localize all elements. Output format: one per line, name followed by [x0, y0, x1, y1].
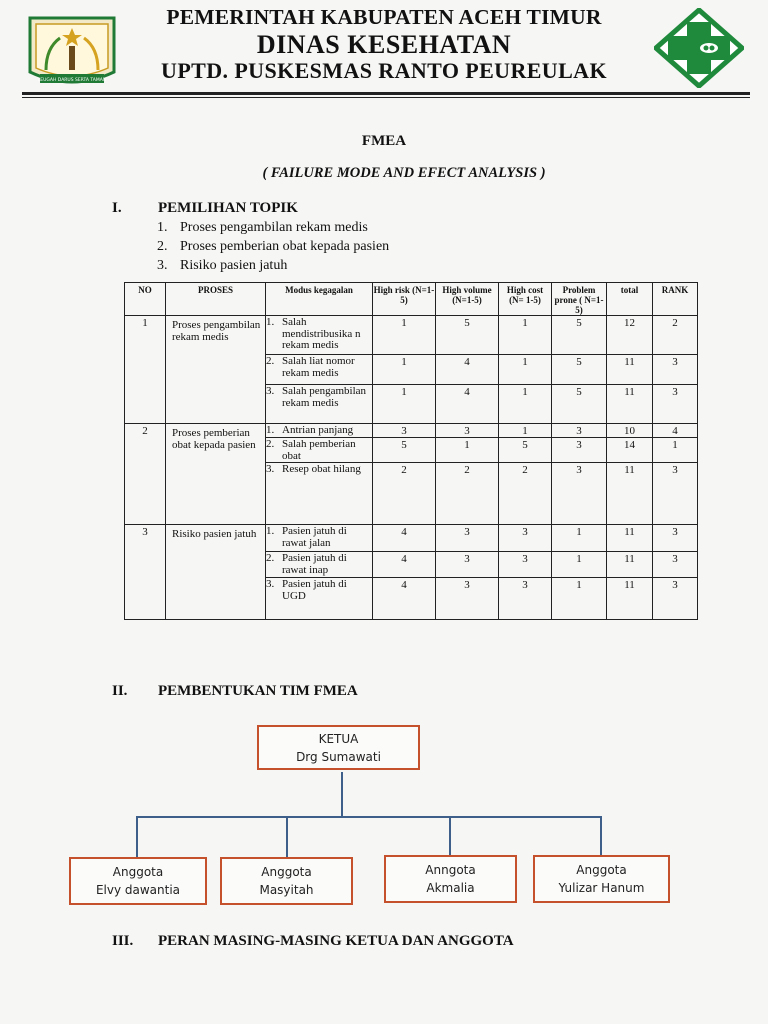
total-cell: 11 — [607, 385, 653, 424]
anggota-name: Yulizar Hanum — [558, 881, 645, 895]
total-cell: 14 — [607, 438, 653, 463]
anggota-box — [69, 857, 207, 905]
total-cell: 11 — [607, 463, 653, 525]
risk-cell: 4 — [373, 578, 436, 620]
group-no: 1 — [125, 316, 166, 424]
ketua-box — [257, 725, 420, 770]
volume-cell: 3 — [436, 578, 499, 620]
document-title: FMEA — [361, 133, 407, 149]
volume-cell: 2 — [436, 463, 499, 525]
cost-cell: 5 — [499, 438, 552, 463]
total-cell: 12 — [607, 316, 653, 355]
header-high-volume: High volume (N=1-5) — [436, 283, 499, 316]
mode-cell: 1. Pasien jatuh di rawat jalan — [266, 525, 373, 552]
rank-cell: 3 — [653, 355, 698, 385]
list-item: 2. Proses pemberian obat kepada pasien — [157, 239, 390, 254]
section3-number: III. — [112, 933, 134, 949]
volume-cell: 5 — [436, 316, 499, 355]
header-modus: Modus kegagalan — [266, 283, 373, 316]
group-proses: Proses pemberian obat kepada pasien — [166, 424, 266, 525]
header-proses: PROSES — [166, 283, 266, 316]
header-high-cost: High cost (N= 1-5) — [499, 283, 552, 316]
section2-number: II. — [112, 683, 128, 699]
cost-cell: 3 — [499, 552, 552, 578]
connector-drop-4 — [600, 816, 602, 857]
volume-cell: 4 — [436, 355, 499, 385]
volume-cell: 1 — [436, 438, 499, 463]
cost-cell: 1 — [499, 385, 552, 424]
header-high-risk: High risk (N=1-5) — [373, 283, 436, 316]
connector-drop-2 — [286, 816, 288, 857]
mode-cell: 1. Antrian panjang — [266, 424, 373, 438]
puskesmas-logo — [654, 8, 744, 88]
rank-cell: 2 — [653, 316, 698, 355]
volume-cell: 3 — [436, 525, 499, 552]
cost-cell: 3 — [499, 525, 552, 552]
anggota-box — [533, 855, 670, 903]
rank-cell: 4 — [653, 424, 698, 438]
mode-cell: 3. Resep obat hilang — [266, 463, 373, 525]
group-no: 3 — [125, 525, 166, 620]
topic-list — [157, 218, 389, 275]
prone-cell: 1 — [552, 552, 607, 578]
connector-drop-1 — [136, 816, 138, 857]
rank-cell: 3 — [653, 578, 698, 620]
rank-cell: 3 — [653, 463, 698, 525]
anggota-role: Anggota — [576, 863, 627, 877]
anggota-name: Akmalia — [426, 881, 475, 895]
prone-cell: 5 — [552, 355, 607, 385]
header-puskesmas: UPTD. PUSKESMAS RANTO PEUREULAK — [161, 58, 607, 83]
total-cell: 11 — [607, 355, 653, 385]
prone-cell: 3 — [552, 424, 607, 438]
svg-text:LEUGAH DARUS SERTA TAMAN: LEUGAH DARUS SERTA TAMAN — [37, 78, 107, 83]
total-cell: 11 — [607, 578, 653, 620]
rank-cell: 3 — [653, 525, 698, 552]
risk-cell: 3 — [373, 424, 436, 438]
cost-cell: 1 — [499, 355, 552, 385]
prone-cell: 3 — [552, 438, 607, 463]
mode-cell: 2. Pasien jatuh di rawat inap — [266, 552, 373, 578]
anggota-name: Elvy dawantia — [95, 883, 181, 897]
table-header-row — [125, 283, 698, 316]
prone-cell: 5 — [552, 385, 607, 424]
mode-cell: 3. Salah pengambilan rekam medis — [266, 385, 373, 424]
table-row — [125, 525, 698, 552]
mode-cell: 1. Salah mendistribusika n rekam medis — [266, 316, 373, 355]
risk-cell: 5 — [373, 438, 436, 463]
section2-title: PEMBENTUKAN TIM FMEA — [158, 683, 358, 699]
total-cell: 10 — [607, 424, 653, 438]
table-row — [125, 424, 698, 438]
anggota-role: Anggota — [112, 865, 164, 879]
risk-cell: 1 — [373, 355, 436, 385]
list-item: 3. Risiko pasien jatuh — [157, 258, 288, 273]
mode-cell: 3. Pasien jatuh di UGD — [266, 578, 373, 620]
ketua-name: Drg Sumawati — [296, 750, 381, 764]
list-item: 1. Proses pengambilan rekam medis — [157, 220, 368, 235]
mode-cell: 2. Salah pemberian obat — [266, 438, 373, 463]
rank-cell: 3 — [653, 552, 698, 578]
section3-title: PERAN MASING-MASING KETUA DAN ANGGOTA — [158, 933, 514, 949]
connector-horizontal — [136, 816, 602, 818]
anggota-name: Masyitah — [259, 883, 314, 897]
rank-cell: 1 — [653, 438, 698, 463]
header-problem-prone: Problem prone ( N=1-5) — [552, 283, 607, 316]
risk-cell: 2 — [373, 463, 436, 525]
cost-cell: 2 — [499, 463, 552, 525]
volume-cell: 4 — [436, 385, 499, 424]
header-divider-thin — [22, 97, 750, 98]
risk-cell: 1 — [373, 316, 436, 355]
fmea-table — [124, 282, 698, 620]
prone-cell: 1 — [552, 578, 607, 620]
connector-vertical — [341, 772, 343, 817]
anggota-box — [220, 857, 353, 905]
section1-number: I. — [112, 200, 122, 216]
group-proses: Risiko pasien jatuh — [166, 525, 266, 620]
header-department: DINAS KESEHATAN — [256, 30, 512, 59]
anggota-role: Anggota — [261, 865, 312, 879]
prone-cell: 1 — [552, 525, 607, 552]
connector-drop-3 — [449, 816, 451, 857]
group-no: 2 — [125, 424, 166, 525]
document-subtitle: ( FAILURE MODE AND EFECT ANALYSIS ) — [262, 165, 546, 181]
anggota-box — [384, 855, 517, 903]
header-government: PEMERINTAH KABUPATEN ACEH TIMUR — [166, 5, 602, 29]
header-total: total — [607, 283, 653, 316]
prone-cell: 3 — [552, 463, 607, 525]
volume-cell: 3 — [436, 424, 499, 438]
header-no: NO — [125, 283, 166, 316]
group-proses: Proses pengambilan rekam medis — [166, 316, 266, 424]
cost-cell: 1 — [499, 424, 552, 438]
risk-cell: 4 — [373, 552, 436, 578]
total-cell: 11 — [607, 552, 653, 578]
cost-cell: 1 — [499, 316, 552, 355]
anggota-role: Anngota — [425, 863, 476, 877]
header-divider-thick — [22, 92, 750, 95]
risk-cell: 1 — [373, 385, 436, 424]
rank-cell: 3 — [653, 385, 698, 424]
total-cell: 11 — [607, 525, 653, 552]
mode-cell: 2. Salah liat nomor rekam medis — [266, 355, 373, 385]
table-row — [125, 316, 698, 355]
header-rank: RANK — [653, 283, 698, 316]
prone-cell: 5 — [552, 316, 607, 355]
cost-cell: 3 — [499, 578, 552, 620]
section1-title: PEMILIHAN TOPIK — [158, 200, 298, 216]
ketua-role: KETUA — [318, 732, 359, 746]
risk-cell: 4 — [373, 525, 436, 552]
volume-cell: 3 — [436, 552, 499, 578]
